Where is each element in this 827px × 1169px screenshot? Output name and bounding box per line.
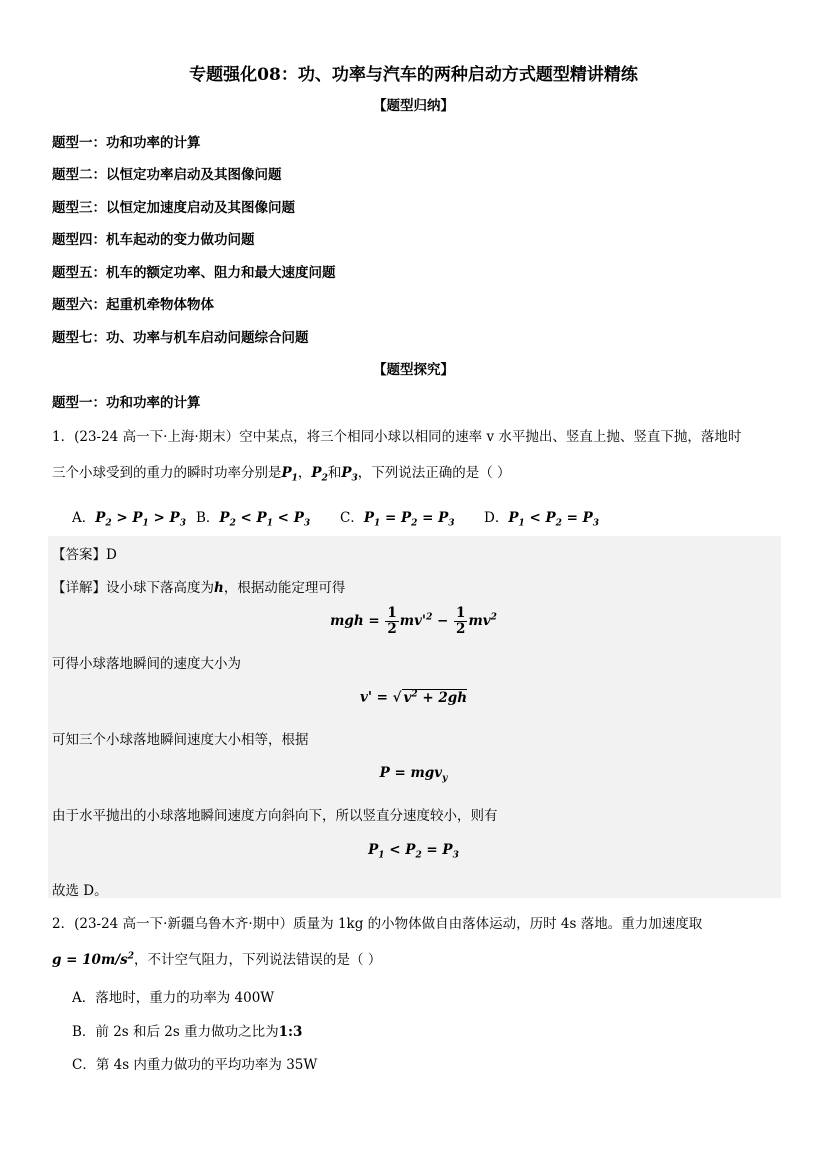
- choice-ratio: 1:3: [278, 1024, 303, 1040]
- choice-label: C．: [340, 510, 364, 526]
- formula-result: $P_1 < P_2 = P_3$: [368, 842, 459, 861]
- type-list-item: 题型六：起重机牵物体物体: [52, 297, 214, 313]
- answer-text: 由于水平抛出的小球落地瞬间速度方向斜向下，所以竖直分速度较小，则有: [52, 808, 498, 824]
- type-list-item: 题型五：机车的额定功率、阻力和最大速度问题: [52, 265, 336, 281]
- answer-text: 可得小球落地瞬间的速度大小为: [52, 656, 241, 672]
- question-2-stem-text: ，不计空气阻力，下列说法错误的是（ ）: [134, 952, 382, 968]
- math-symbol: $P_2$: [311, 465, 328, 484]
- question-1-stem-text: ，下列说法正确的是（ ）: [357, 465, 511, 481]
- type-heading: 题型一：功和功率的计算: [52, 395, 201, 411]
- choice-formula: $P_2 < P_1 < P_3$: [219, 510, 311, 529]
- choice-c[interactable]: [340, 506, 455, 529]
- choice-c[interactable]: C．第 4s 内重力做功的平均功率为 35W: [72, 1057, 318, 1073]
- answer-detail-text: ，根据动能定理可得: [223, 580, 346, 596]
- answer-line: 【答案】D: [52, 547, 117, 563]
- answer-detail-text: 【详解】设小球下落高度为: [52, 580, 214, 596]
- math-formula: $g = 10m/s^2$: [52, 951, 135, 968]
- math-symbol: $P_3$: [341, 465, 358, 484]
- type-list-item: 题型三：以恒定加速度启动及其图像问题: [52, 200, 295, 216]
- type-list-item: 题型一：功和功率的计算: [52, 135, 201, 151]
- choice-label: A．: [72, 510, 96, 526]
- question-1-stem: 1．(23-24 高一下·上海·期末）空中某点，将三个相同小球以相同的速率 v 水平抛出、竖直上抛、竖直下抛，落地时: [52, 429, 742, 445]
- math-symbol: h: [214, 580, 224, 596]
- page-title: 专题强化08：功、功率与汽车的两种启动方式题型精讲精练: [189, 65, 638, 85]
- answer-detail: [52, 576, 345, 596]
- type-list-item: 题型七：功、功率与机车启动问题综合问题: [52, 330, 309, 346]
- type-list-item: 题型二：以恒定功率启动及其图像问题: [52, 167, 282, 183]
- choice-label: D．: [484, 510, 509, 526]
- formula-velocity: v' = √ $v^2 + 2gh$: [359, 689, 468, 706]
- answer-text: 可知三个小球落地瞬间速度大小相等，根据: [52, 732, 309, 748]
- section-heading-summary: 【题型归纳】: [373, 98, 454, 114]
- question-2-stem: 2．(23-24 高一下·新疆乌鲁木齐·期中）质量为 1kg 的小物体做自由落体运动，历时 4s 落地。重力加速度取: [52, 916, 703, 932]
- formula-energy: mgh = $\frac{1}{2}$ $mv'^2$ − $\frac{1}{2}$ $mv^2$: [330, 605, 497, 637]
- choice-formula: $P_2 > P_1 > P_3$: [95, 510, 186, 529]
- choice-formula: $P_1 = P_2 = P_3$: [363, 510, 455, 529]
- choice-a[interactable]: A．落地时，重力的功率为 400W: [72, 990, 275, 1006]
- section-heading-explore: 【题型探究】: [373, 362, 454, 378]
- choice-formula: $P_1 < P_2 = P_3$: [508, 510, 600, 529]
- choice-b[interactable]: [196, 506, 310, 529]
- math-symbol: $P_1$: [281, 465, 298, 484]
- choice-label: B．: [196, 510, 220, 526]
- choice-d[interactable]: [484, 506, 599, 529]
- choice-b[interactable]: [72, 1020, 302, 1040]
- formula-power: P = mgv$_y$: [379, 765, 448, 784]
- question-1-stem-text: 三个小球受到的重力的瞬时功率分别是: [52, 465, 282, 481]
- choice-text: B．前 2s 和后 2s 重力做功之比为: [72, 1024, 279, 1040]
- question-2-stem-2: [52, 948, 381, 968]
- answer-text: 故选 D。: [52, 883, 108, 899]
- choice-a[interactable]: [72, 506, 186, 529]
- type-list-item: 题型四：机车起动的变力做功问题: [52, 232, 255, 248]
- question-1-stem-2: 三个小球受到的重力的瞬时功率分别是$P_1$，$P_2$和$P_3$，下列说法正确的是（ ）: [52, 465, 511, 484]
